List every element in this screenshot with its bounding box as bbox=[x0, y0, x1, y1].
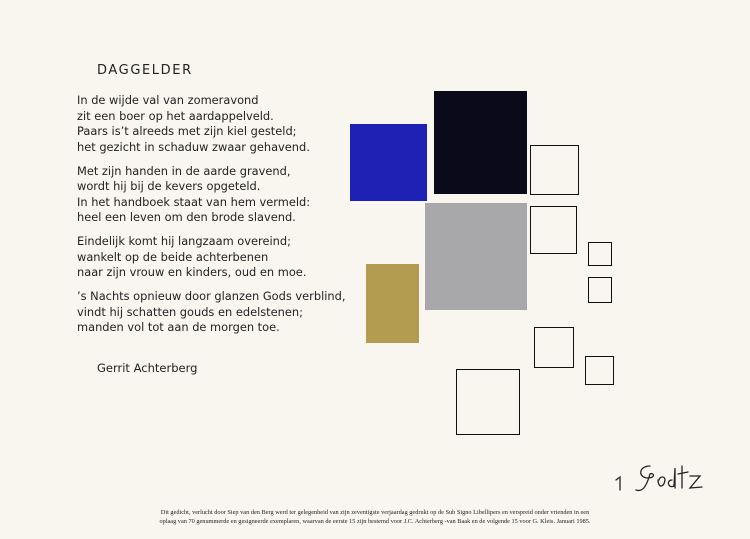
colophon bbox=[100, 508, 650, 526]
outline-square bbox=[456, 369, 520, 435]
poem-line: zit een boer op het aardappelveld. bbox=[77, 108, 274, 123]
colophon-line: oplaag van 70 genummerde en gesigneerde exemplaren, waarvan de eerste 15 zijn bestemd voor J.C. Achterberg -van Baak en de volgende 15 voor G. Kleis. Januari 1985. bbox=[159, 518, 591, 525]
poem-line: Met zijn handen in de aarde gravend, bbox=[77, 163, 291, 178]
outline-square bbox=[588, 277, 612, 303]
gold-square bbox=[366, 264, 419, 343]
poem-line: manden vol tot aan de morgen toe. bbox=[77, 320, 280, 335]
poem-title: DAGGELDER bbox=[97, 63, 193, 78]
poem-line: Paars is’t alreeds met zijn kiel gesteld; bbox=[77, 124, 297, 139]
poem-line: In het handboek staat van hem vermeld: bbox=[77, 194, 311, 209]
poem-line: In de wijde val van zomeravond bbox=[77, 93, 259, 107]
outline-square bbox=[588, 242, 612, 266]
poem-line: het gezicht in schaduw zwaar gehavend. bbox=[77, 139, 310, 154]
poem-line: wordt hij bij de kevers opgeteld. bbox=[77, 179, 261, 194]
poem-line: vindt hij schatten gouds en edelstenen; bbox=[77, 304, 303, 319]
silver-square bbox=[425, 203, 527, 310]
stanza-2 bbox=[77, 164, 352, 226]
stanza-1 bbox=[77, 93, 352, 155]
outline-square bbox=[585, 356, 614, 385]
stanza-4 bbox=[77, 289, 352, 336]
blue-square bbox=[350, 124, 427, 201]
stanza-3 bbox=[77, 234, 352, 281]
outline-square bbox=[534, 327, 574, 368]
signature-mark bbox=[612, 458, 707, 498]
author-name: Gerrit Achterberg bbox=[97, 361, 198, 375]
colophon-line: Dit gedicht, verlucht door Siep van den Berg werd ter gelegenheid van zijn zeventigste verjaardag gedrukt op de Sub Signo Libellipers en verspreid onder vrienden in een bbox=[160, 509, 590, 516]
black-square bbox=[434, 91, 527, 194]
outline-square bbox=[530, 206, 577, 254]
poem-line: wankelt op de beide achterbenen bbox=[77, 249, 269, 264]
poem-line: ’s Nachts opnieuw door glanzen Gods verblind, bbox=[77, 289, 346, 304]
poem-line: naar zijn vrouw en kinders, oud en moe. bbox=[77, 265, 307, 280]
poem-body bbox=[77, 93, 352, 344]
poem-line: Eindelijk komt hij langzaam overeind; bbox=[77, 234, 291, 249]
outline-square bbox=[530, 145, 579, 195]
poem-line: heel een leven om den brode slavend. bbox=[77, 210, 296, 225]
